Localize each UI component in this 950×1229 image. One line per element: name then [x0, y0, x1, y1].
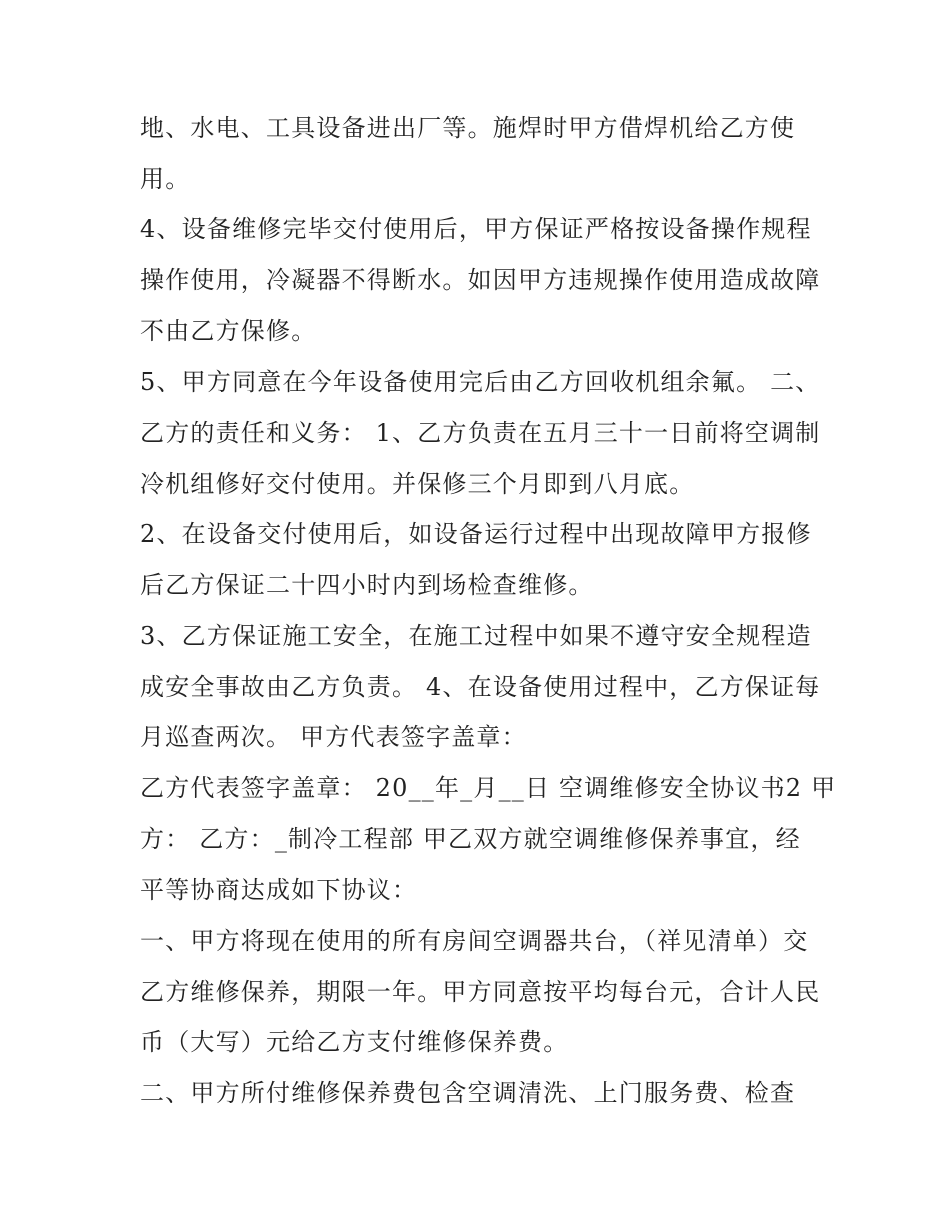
text-line: 5、甲方同意在今年设备使用完后由乙方回收机组余氟。 二、 — [140, 368, 821, 396]
text-line: 一、甲方将现在使用的所有房间空调器共台，（祥见清单）交 — [140, 927, 809, 955]
text-line: 月巡查两次。 甲方代表签字盖章： — [140, 723, 527, 751]
text-line: 币（大写）元给乙方支付维修保养费。 — [140, 1028, 569, 1056]
text-line: 平等协商达成如下协议： — [140, 876, 418, 904]
text-line: 不由乙方保修。 — [140, 317, 317, 345]
text-line: 冷机组修好交付使用。并保修三个月即到八月底。 — [140, 470, 695, 498]
text-line: 地、水电、工具设备进出厂等。施焊时甲方借焊机给乙方使 — [140, 114, 796, 142]
text-line: 方： 乙方：_制冷工程部 甲乙双方就空调维修保养事宜，经 — [140, 825, 801, 853]
text-line: 3、乙方保证施工安全，在施工过程中如果不遵守安全规程造 — [140, 622, 812, 650]
text-line: 二、甲方所付维修保养费包含空调清洗、上门服务费、检查 — [140, 1079, 796, 1107]
text-line: 乙方代表签字盖章： 20__年_月__日 空调维修安全协议书2 甲 — [140, 774, 837, 802]
text-line: 4、设备维修完毕交付使用后，甲方保证严格按设备操作规程 — [140, 215, 812, 243]
text-line: 操作使用，冷凝器不得断水。如因甲方违规操作使用造成故障 — [140, 266, 821, 294]
text-line: 乙方维修保养，期限一年。甲方同意按平均每台元，合计人民 — [140, 978, 821, 1006]
text-line: 成安全事故由乙方负责。 4、在设备使用过程中，乙方保证每 — [140, 673, 821, 701]
text-line: 2、在设备交付使用后，如设备运行过程中出现故障甲方报修 — [140, 520, 812, 548]
text-line: 后乙方保证二十四小时内到场检查维修。 — [140, 571, 594, 599]
text-line: 用。 — [140, 165, 191, 193]
text-line: 乙方的责任和义务： 1、乙方负责在五月三十一日前将空调制 — [140, 419, 821, 447]
